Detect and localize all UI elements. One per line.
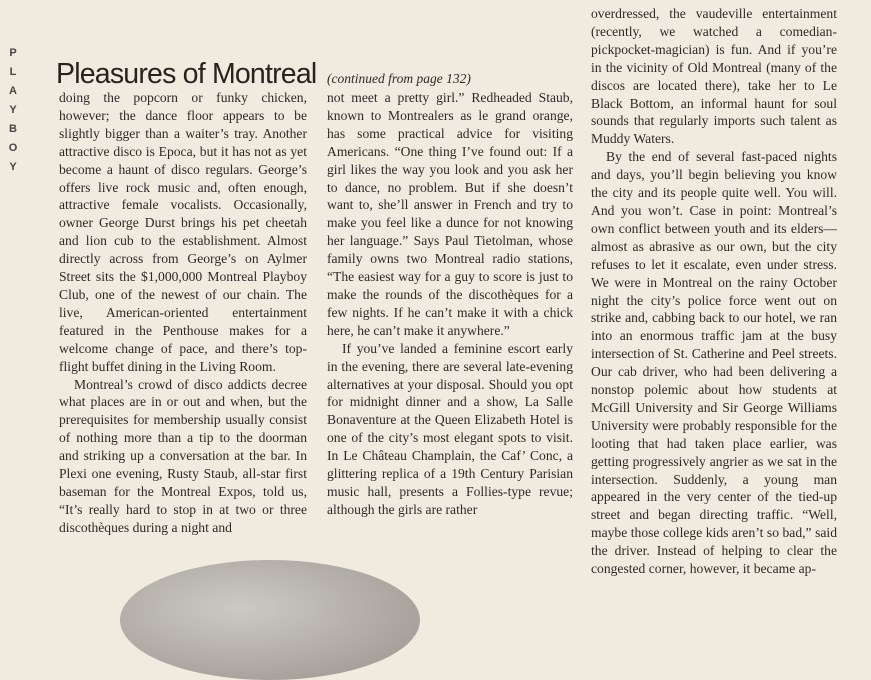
side-label-letter: A	[9, 85, 17, 97]
paragraph: Montreal’s crowd of disco addicts decree what places are in or out and when, but the prerequisites for membership usually consist of nothing more than a tip to the doorman and striking up a conversation at the bar. In Plexi one evening, Rusty Staub, all-star first baseman for the Montreal Expos, told us, “It’s really hard to stop in at two or three discothèques during a night and	[59, 376, 307, 535]
side-label-letter: O	[8, 142, 18, 154]
article-title: Pleasures of Montreal	[56, 58, 317, 90]
paragraph: By the end of several fast-paced nights and days, you’ll begin believing you know the city and its people quite well. You will. And you won’t. Case in point: Montreal’s own conflict between youth and its elders—almost as abrasive as our own, but the city refuses to let it escalate, even under stress. We were in Montreal on the rainy October night the city’s police force went out on strike and, cabbing back to our hotel, we ran into an enormous traffic jam at the busy intersection of St. Catherine and Peel streets. Our cab driver, who had been delivering a nonstop polemic about how students at McGill University and Sir George Williams University were probably responsible for the looting that had taken place earlier, was getting progressively angrier as we sat in the intersection. Suddenly, a young man appeared in the very center of the tied-up street and began directing traffic. “Well, maybe those college kids aren’t so bad,” said the driver. Instead of helping to clear the congested corner, however, it became ap-	[591, 149, 837, 577]
text-column-2	[327, 89, 573, 519]
continued-note: (continued from page 132)	[327, 71, 471, 86]
text-column-1	[59, 89, 307, 537]
paragraph: If you’ve landed a feminine escort early in the evening, there are several late-evening alternatives at your disposal. Should you opt for midnight dinner and a show, La Salle Bonaventure at the Queen Elizabeth Hotel is one of the city’s most elegant spots to visit. In Le Château Champlain, the Caf’ Conc, a glittering replica of a 19th Century Parisian music hall, presents a Follies-type revue; although the girls are rather	[327, 340, 573, 517]
magazine-side-label	[2, 44, 24, 204]
side-label-letter: Y	[9, 161, 17, 173]
photo-fragment	[120, 560, 420, 680]
side-label-letter: B	[9, 123, 17, 135]
paragraph: not meet a pretty girl.” Redheaded Staub, known to Montrealers as le grand orange, has some practical advice for visiting Americans. “One thing I’ve found out: If a girl likes the way you look and you ask her to dance, no problem. But if she doesn’t want to, she’ll answer in French and try to make you feel like a dunce for not knowing her language.” Says Paul Tietolman, whose family owns two Montreal radio stations, “The easiest way for a guy to score is just to make the rounds of the discothèques for a few nights. If he can’t make it with a chick here, he can’t make it anywhere.”	[327, 90, 573, 338]
paragraph: doing the popcorn or funky chicken, however; the dance floor appears to be slightly bigger than a waiter’s tray. Another attractive disco is Epoca, but it has not as yet become a haunt of disco regulars. George’s offers live rock music and, often enough, attractive female vocalists. Occasionally, owner George Durst brings his pet cheetah and lion cub to the establishment. Almost directly across from George’s on Aylmer Street sits the $1,000,000 Montreal Playboy Club, one of the newest of our chain. The live, American-oriented entertainment featured in the Penthouse makes for a welcome change of pace, and there’s top-flight buffet dining in the Living Room.	[59, 90, 307, 374]
side-label-letter: L	[9, 66, 17, 78]
text-column-3	[591, 5, 837, 578]
side-label-letter: P	[9, 47, 17, 59]
paragraph: overdressed, the vaudeville entertainment (recently, we watched a comedian-pickpocket-magician) is fun. And if you’re in the vicinity of Old Montreal (many of the discos are located there), take her to Le Black Bottom, an informal haunt for soul sounds that regularly imports such talent as Muddy Waters.	[591, 6, 837, 147]
side-label-letter: Y	[9, 104, 17, 116]
